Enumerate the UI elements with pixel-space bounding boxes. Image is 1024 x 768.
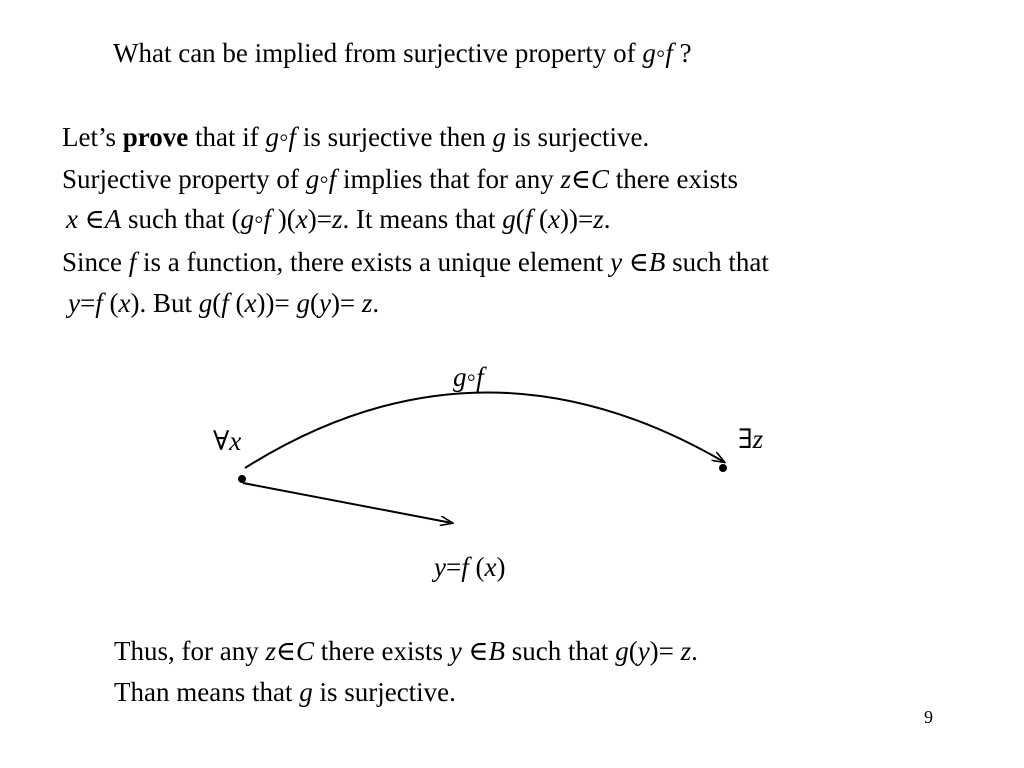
point-x [238,475,246,483]
slide-heading: What can be implied from surjective property of g◦f ? [113,38,692,68]
forall-x-label: ∀x [213,426,242,456]
proof-line-5: y=f (x). But g(f (x))= g(y)= z. [68,288,380,318]
composition-label: g◦f [453,362,484,392]
conclusion-line-1: Thus, for any z∈C there exists y ∈B such that g(y)= z. [114,636,698,666]
f-arrow [243,483,452,523]
y-equals-f-x-label: y=f (x) [434,552,506,582]
proof-line-3: x ∈A such that (g◦f )(x)=z. It means that g(f (x))=z. [66,204,611,234]
proof-line-2: Surjective property of g◦f implies that for any z∈C there exists [62,164,738,194]
exists-z-label: ∃z [738,424,764,454]
conclusion-line-2: Than means that g is surjective. [114,677,456,707]
point-z [719,464,727,472]
prove-emphasis: prove [122,122,189,152]
forall-symbol: ∀ [213,426,230,456]
composition-symbol: g◦f [642,38,673,68]
element-of-symbol: ∈ [570,164,591,194]
proof-line-4: Since f is a function, there exists a unique element y ∈B such that [62,247,769,277]
proof-line-1: Let’s prove that if g◦f is surjective then g is surjective. [62,122,650,152]
composite-arrow [245,392,724,468]
exists-symbol: ∃ [738,424,753,454]
page-number: 9 [924,707,933,727]
